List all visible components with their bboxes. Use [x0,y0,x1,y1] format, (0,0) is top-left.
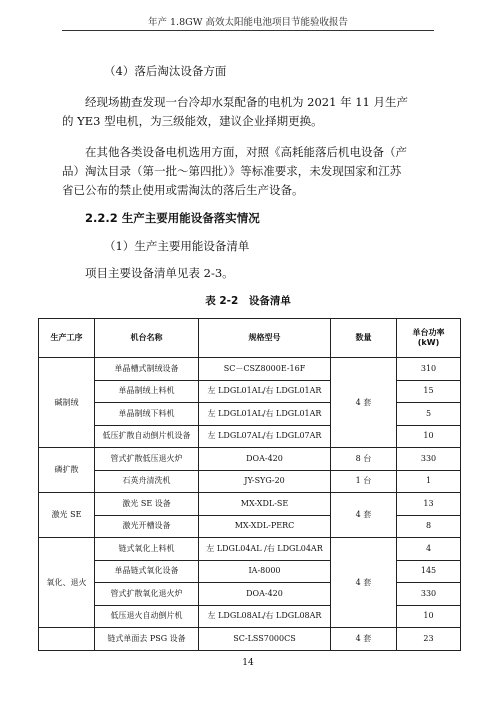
table-row [39,538,461,561]
table-row [39,560,461,583]
model-cell: IA-8000 [199,560,331,583]
qty-cell: 4 套 [331,628,397,651]
process-cell-empty [39,628,95,651]
table-row [39,358,461,381]
paragraph-line: 的 YE3 型电机，为三级能效，建议企业择期更换。 [62,114,323,128]
paragraph-line: 在其他各类设备电机选用方面，对照《高耗能落后机电设备（产 [85,145,407,159]
qty-cell: 4 套 [331,493,397,538]
table-row [39,403,461,426]
power-cell: 330 [397,583,461,606]
section-4-heading: （4）落后淘汰设备方面 [104,64,227,78]
power-cell: 4 [397,538,461,561]
header-name: 机台名称 [95,319,199,358]
header-power-unit: (kW) [417,338,440,347]
table-row [39,493,461,516]
power-cell: 8 [397,515,461,538]
name-cell: 激光开槽设备 [95,515,199,538]
table-row [39,583,461,606]
process-cell: 碱制绒 [39,358,95,448]
model-cell: DOA-420 [199,448,331,471]
name-cell: 单晶槽式制绒设备 [95,358,199,381]
header-divider [62,30,434,31]
table-row [39,628,461,651]
paragraph-line: 品）淘汰目录（第一批～第四批）》等标准要求，未发现国家和江苏 [62,164,402,178]
model-cell: SC-LSS7000CS [199,628,331,651]
table-row [39,605,461,628]
qty-cell: 1 台 [331,470,397,493]
model-cell: 左 LDGL04AL /右 LDGL04AR [199,538,331,561]
model-cell: JY-SYG-20 [199,470,331,493]
model-cell: MX-XDL-SE [199,493,331,516]
name-cell: 单晶制绒下料机 [95,403,199,426]
model-cell: MX-XDL-PERC [199,515,331,538]
paragraph-line: 经现场勘查发现一台冷却水泵配备的电机为 2021 年 11 月生产 [85,95,409,109]
qty-cell: 4 套 [331,358,397,448]
model-cell: 左 LDGL08AL/右 LDGL08AR [199,605,331,628]
name-cell: 石英舟清洗机 [95,470,199,493]
header-model: 规格型号 [199,319,331,358]
name-cell: 链式单面去 PSG 设备 [95,628,199,651]
power-cell: 10 [397,605,461,628]
power-cell: 330 [397,448,461,471]
page-number: 14 [242,658,254,668]
name-cell: 链式氧化上料机 [95,538,199,561]
table-row [39,380,461,403]
name-cell: 低压退火自动倒片机 [95,605,199,628]
process-cell: 氧化、退火 [39,538,95,628]
process-cell: 磷扩散 [39,448,95,493]
qty-cell: 4 套 [331,538,397,628]
equipment-table [38,318,461,651]
table-header-row [39,319,461,358]
name-cell: 管式扩散氧化退火炉 [95,583,199,606]
power-cell: 310 [397,358,461,381]
name-cell: 低压扩散自动倒片机设备 [95,425,199,448]
name-cell: 管式扩散低压退火炉 [95,448,199,471]
header-title: 年产 1.8GW 高效太阳能电池项目节能验收报告 [147,17,348,28]
qty-cell: 8 台 [331,448,397,471]
header-power [397,319,461,358]
name-cell: 单晶制绒上料机 [95,380,199,403]
paragraph-table-ref: 项目主要设备清单见表 2-3。 [85,266,234,280]
header-process: 生产工序 [39,319,95,358]
model-cell: SC－CSZ8000E-16F [199,358,331,381]
paragraph-line: 省已公布的禁止使用或需淘汰的落后生产设备。 [62,183,304,197]
table-row [39,470,461,493]
table-row [39,425,461,448]
section-2-2-2-heading: 2.2.2 生产主要用能设备落实情况 [85,211,260,225]
power-cell: 15 [397,380,461,403]
table-caption: 表 2-2 设备清单 [205,295,291,307]
section-1-heading: （1）生产主要用能设备清单 [104,239,250,253]
model-cell: DOA-420 [199,583,331,606]
name-cell: 单晶链式氧化设备 [95,560,199,583]
name-cell: 激光 SE 设备 [95,493,199,516]
power-cell: 145 [397,560,461,583]
power-cell: 13 [397,493,461,516]
header-power-label: 单台功率 [412,328,445,337]
power-cell: 5 [397,403,461,426]
model-cell: 左 LDGL01AL/右 LDGL01AR [199,403,331,426]
model-cell: 左 LDGL01AL/右 LDGL01AR [199,380,331,403]
power-cell: 10 [397,425,461,448]
model-cell: 左 LDGL07AL/右 LDGL07AR [199,425,331,448]
power-cell: 23 [397,628,461,651]
header-qty: 数量 [331,319,397,358]
process-cell: 激光 SE [39,493,95,538]
table-row [39,515,461,538]
table-row [39,448,461,471]
power-cell: 1 [397,470,461,493]
